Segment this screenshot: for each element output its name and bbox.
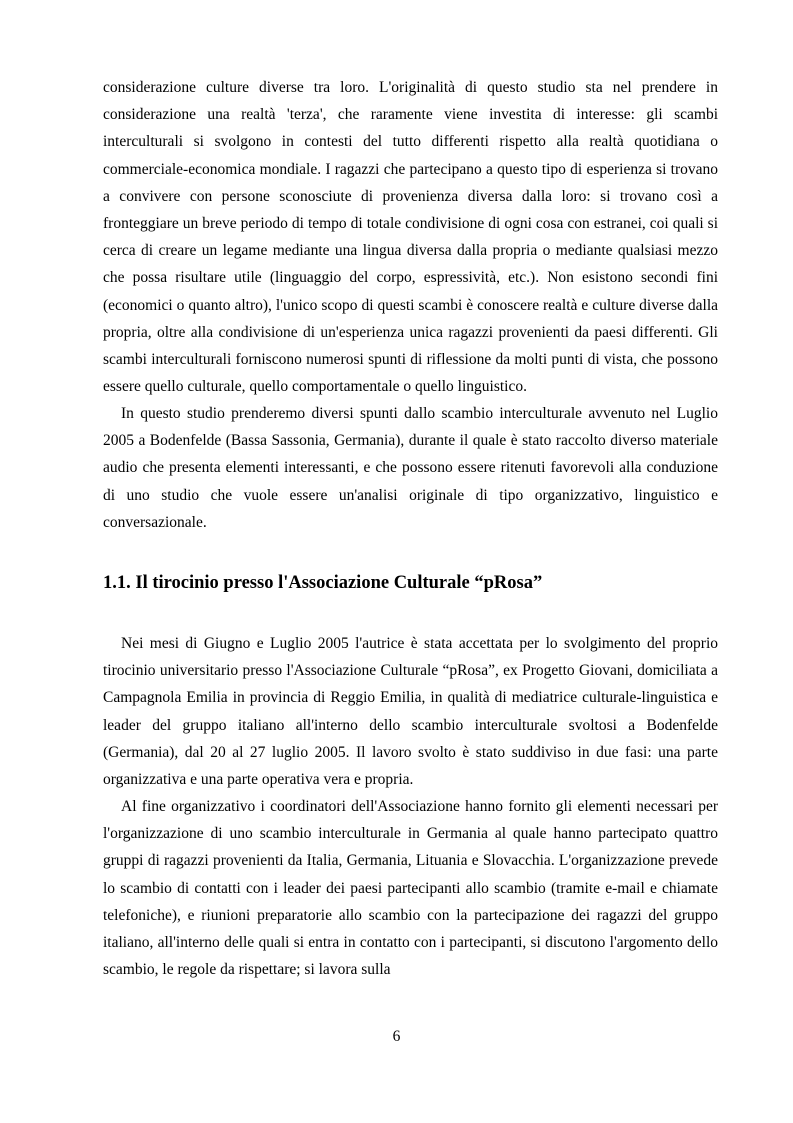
body-paragraph: considerazione culture diverse tra loro. L'originalità di questo studio sta nel prendere in considerazione una realtà 'terza', che raramente viene investita di interesse: gli scambi interculturali si svolgono in contesti del tutto differenti rispetto alla realtà quotidiana o commerciale-economica mondiale. I ragazzi che partecipano a questo tipo di esperienza si trovano a convivere con persone sconosciute di provenienza diversa dalla loro: si trovano così a fronteggiare un breve periodo di tempo di totale condivisione di ogni cosa con estranei, coi quali si cerca di creare un legame mediante una lingua diversa dalla propria o mediante qualsiasi mezzo che possa risultare utile (linguaggio del corpo, espressività, etc.). Non esistono secondi fini (economici o quanto altro), l'unico scopo di questi scambi è conoscere realtà e culture diverse dalla propria, oltre alla condivisione di un'esperienza unica ragazzi provenienti da paesi differenti. Gli scambi interculturali forniscono numerosi spunti di riflessione da molti punti di vista, che possono essere quello culturale, quello comportamentale o quello linguistico. xyxy=(103,79,718,396)
body-paragraph: In questo studio prenderemo diversi spunti dallo scambio interculturale avvenuto nel Luglio 2005 a Bodenfelde (Bassa Sassonia, Germania), durante il quale è stato raccolto diverso materiale audio che presenta elementi interessanti, e che possono essere ritenuti favorevoli alla conduzione di uno studio che vuole essere un'analisi originale di tipo organizzativo, linguistico e conversazionale. xyxy=(103,405,718,531)
section-heading: 1.1. Il tirocinio presso l'Associazione Culturale “pRosa” xyxy=(103,573,543,593)
body-paragraph: Nei mesi di Giugno e Luglio 2005 l'autrice è stata accettata per lo svolgimento del proprio tirocinio universitario presso l'Associazione Culturale “pRosa”, ex Progetto Giovani, domiciliata a Campagnola Emilia in provincia di Reggio Emilia, in qualità di mediatrice culturale-linguistica e leader del gruppo italiano all'interno dello scambio interculturale svoltosi a Bodenfelde (Germania), dal 20 al 27 luglio 2005. Il lavoro svolto è stato suddiviso in due fasi: una parte organizzativa e una parte operativa vera e propria. xyxy=(103,635,718,789)
page-number: 6 xyxy=(392,1028,401,1045)
body-paragraph: Al fine organizzativo i coordinatori dell'Associazione hanno fornito gli elementi necessari per l'organizzazione di uno scambio interculturale in Germania al quale hanno partecipato quattro gruppi di ragazzi provenienti da Italia, Germania, Lituania e Slovacchia. L'organizzazione prevede lo scambio di contatti con i leader dei paesi partecipanti allo scambio (tramite e-mail e chiamate telefoniche), e riunioni preparatorie allo scambio con la partecipazione dei ragazzi del gruppo italiano, all'interno delle quali si entra in contatto con i partecipanti, si discutono l'argomento dello scambio, le regole da rispettare; si lavora sulla xyxy=(103,798,718,979)
